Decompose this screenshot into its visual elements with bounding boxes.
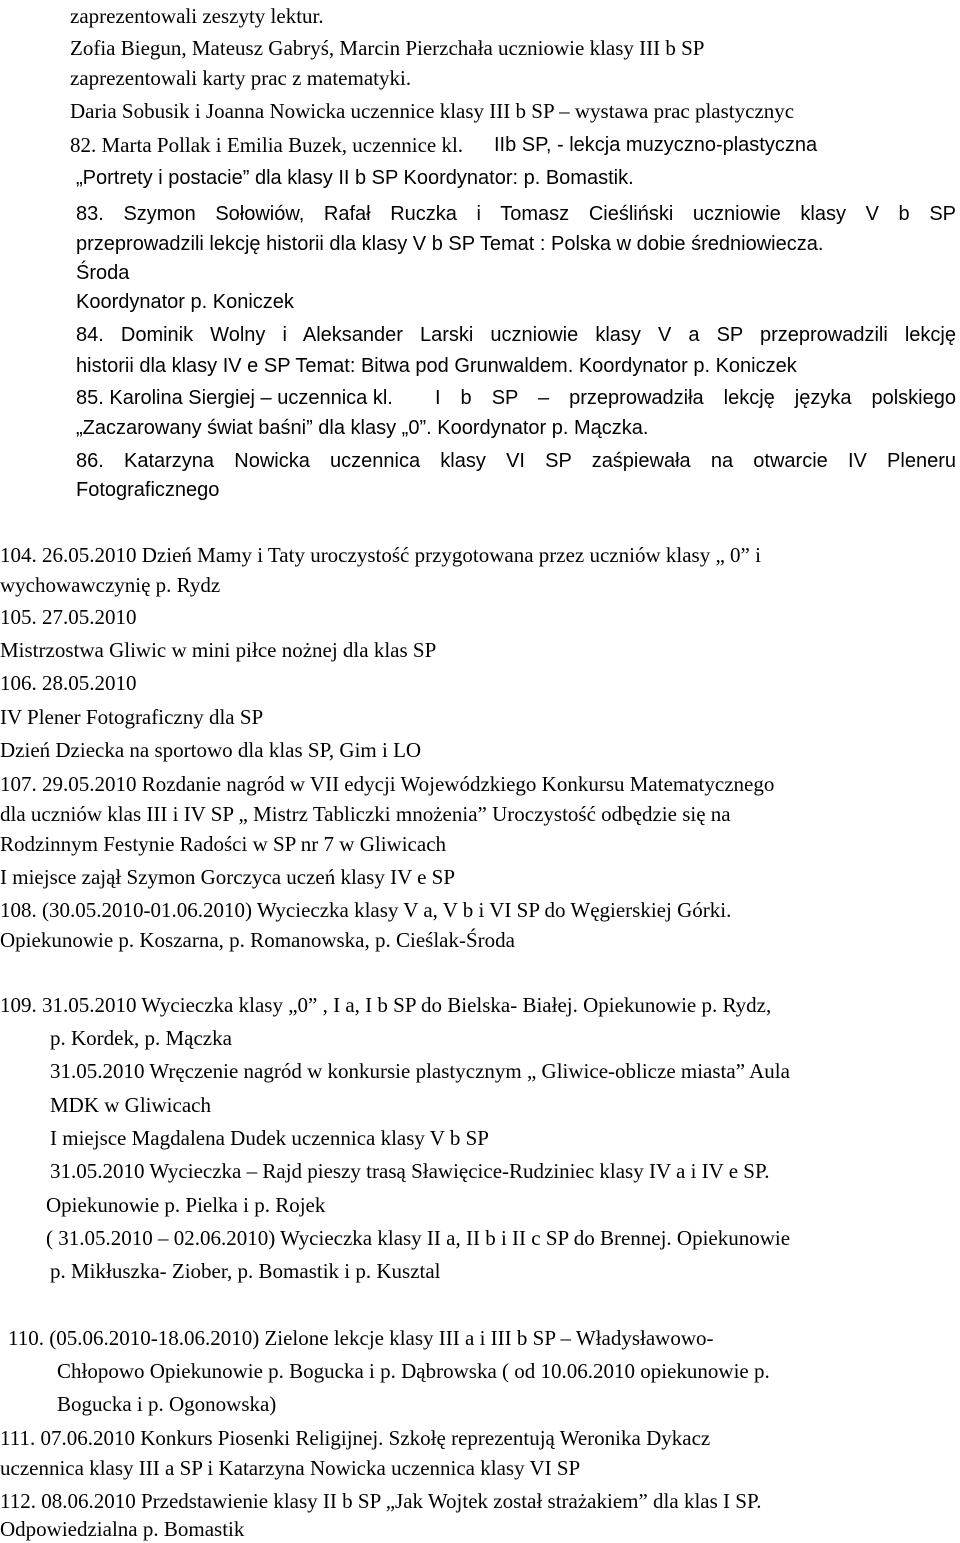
text-line: 85. Karolina Siergiej – uczennica kl. [76,387,393,409]
text-line: Bogucka i p. Ogonowska) [57,1392,277,1416]
text-line: Chłopowo Opiekunowie p. Bogucka i p. Dąbrowska ( od 10.06.2010 opiekunowie p. [57,1359,770,1383]
text-line: wychowawczynię p. Rydz [0,573,221,597]
text-line: ( 31.05.2010 – 02.06.2010) Wycieczka klasy II a, II b i II c SP do Brennej. Opiekunowie [46,1226,791,1250]
text-line: I b SP – przeprowadziła lekcję języka polskiego [435,387,956,409]
text-line: uczennica klasy III a SP i Katarzyna Nowicka uczennica klasy VI SP [0,1456,581,1480]
text-line: 107. 29.05.2010 Rozdanie nagród w VII edycji Wojewódzkiego Konkursu Matematycznego [0,772,775,796]
text-line: Zofia Biegun, Mateusz Gabryś, Marcin Pierzchała uczniowie klasy III b SP [70,36,705,60]
text-line: Dzień Dziecka na sportowo dla klas SP, Gim i LO [0,738,422,762]
text-line: 106. 28.05.2010 [0,671,137,695]
text-line: 112. 08.06.2010 Przedstawienie klasy II b SP „Jak Wojtek został strażakiem” dla klas I SP. [0,1489,762,1513]
text-line: Środa [76,262,130,284]
text-line: 104. 26.05.2010 Dzień Mamy i Taty uroczystość przygotowana przez uczniów klasy „ 0” i [0,543,761,567]
text-line: Fotograficznego [76,479,220,501]
text-line: Mistrzostwa Gliwic w mini piłce nożnej dla klas SP [0,638,437,662]
text-line: 108. (30.05.2010-01.06.2010) Wycieczka klasy V a, V b i VI SP do Węgierskiej Górki. [0,898,732,922]
text-line: 105. 27.05.2010 [0,605,137,629]
text-line: zaprezentowali zeszyty lektur. [70,4,324,28]
text-line: Opiekunowie p. Pielka i p. Rojek [46,1193,326,1217]
text-line: MDK w Gliwicach [50,1093,211,1117]
text-line: IV Plener Fotograficzny dla SP [0,705,264,729]
text-line: Koordynator p. Koniczek [76,291,294,313]
text-line: dla uczniów klas III i IV SP „ Mistrz Tabliczki mnożenia” Uroczystość odbędzie się na [0,802,731,826]
text-line: „Portrety i postacie” dla klasy II b SP Koordynator: p. Bomastik. [76,167,634,189]
text-line: 83. Szymon Sołowiów, Rafał Ruczka i Tomasz Cieśliński uczniowie klasy V b SP [76,203,956,225]
text-line: 31.05.2010 Wycieczka – Rajd pieszy trasą Sławięcice-Rudziniec klasy IV a i IV e SP. [50,1159,770,1183]
text-line: IIb SP, - lekcja muzyczno-plastyczna [494,134,818,156]
text-line: Odpowiedzialna p. Bomastik [0,1517,245,1541]
text-line: I miejsce Magdalena Dudek uczennica klasy V b SP [50,1126,489,1150]
text-line: 86. Katarzyna Nowicka uczennica klasy VI SP zaśpiewała na otwarcie IV Pleneru [76,450,956,472]
text-line: 84. Dominik Wolny i Aleksander Larski uczniowie klasy V a SP przeprowadzili lekcję [76,324,956,346]
text-line: Daria Sobusik i Joanna Nowicka uczennice klasy III b SP – wystawa prac plastycznyc [70,99,795,123]
text-line: Rodzinnym Festynie Radości w SP nr 7 w Gliwicach [0,832,447,856]
text-line: 111. 07.06.2010 Konkurs Piosenki Religijnej. Szkołę reprezentują Weronika Dykacz [0,1426,711,1450]
text-line: zaprezentowali karty prac z matematyki. [70,66,412,90]
text-line: 109. 31.05.2010 Wycieczka klasy „0” , I a, I b SP do Bielska- Białej. Opiekunowie p. Rydz, [0,993,772,1017]
text-line: przeprowadzili lekcję historii dla klasy V b SP Temat : Polska w dobie średniowiecza. [76,233,824,255]
text-line: „Zaczarowany świat baśni” dla klasy „0”. Koordynator p. Mączka. [76,417,649,439]
text-line: p. Mikłuszka- Ziober, p. Bomastik i p. Kusztal [50,1259,441,1283]
text-line: historii dla klasy IV e SP Temat: Bitwa pod Grunwaldem. Koordynator p. Koniczek [76,355,797,377]
text-line: I miejsce zajął Szymon Gorczyca uczeń klasy IV e SP [0,865,456,889]
text-line: p. Kordek, p. Mączka [50,1026,232,1050]
text-line: Opiekunowie p. Koszarna, p. Romanowska, p. Cieślak-Środa [0,928,515,952]
text-line: 110. (05.06.2010-18.06.2010) Zielone lekcje klasy III a i III b SP – Władysławowo- [8,1326,714,1350]
text-line: 31.05.2010 Wręczenie nagród w konkursie plastycznym „ Gliwice-oblicze miasta” Aula [50,1059,790,1083]
text-line: 82. Marta Pollak i Emilia Buzek, uczennice kl. [70,133,464,157]
